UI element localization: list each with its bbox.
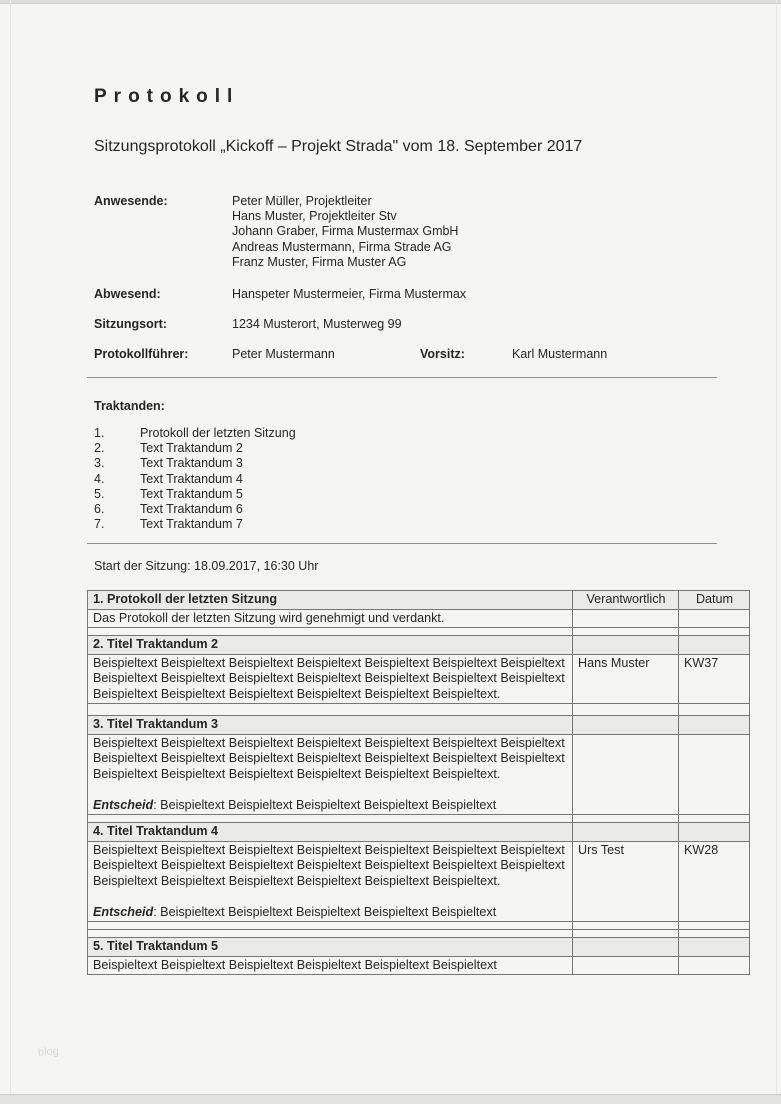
scan-edge-right xyxy=(776,0,777,1104)
traktanden-item xyxy=(94,441,296,456)
section-2-title: 2. Titel Traktandum 2 xyxy=(88,636,573,655)
item-text: Text Traktandum 6 xyxy=(140,502,243,517)
empty-cell xyxy=(679,636,750,655)
empty-cell xyxy=(573,938,679,957)
section-3-title-row xyxy=(88,716,750,735)
col-header-datum: Datum xyxy=(679,591,750,610)
item-number: 1. xyxy=(94,426,105,440)
table-header-row xyxy=(88,591,750,610)
anwesende-list xyxy=(232,194,458,270)
section-5-content-row xyxy=(88,956,750,975)
entscheid-label: Entscheid xyxy=(93,904,154,919)
abwesend-label: Abwesend: xyxy=(94,287,161,301)
col-header-verantwortlich: Verantwortlich xyxy=(573,591,679,610)
section-2-title-row xyxy=(88,636,750,655)
spacer-row xyxy=(88,930,750,938)
sitzungsort-value: 1234 Musterort, Musterweg 99 xyxy=(232,317,402,331)
entscheid-text: : Beispieltext Beispieltext Beispieltext Beispieltext Beispieltext xyxy=(153,904,497,919)
empty-cell xyxy=(679,823,750,842)
attendee: Hans Muster, Projektleiter Stv xyxy=(232,209,397,224)
attendee: Johann Graber, Firma Mustermax GmbH xyxy=(232,224,459,239)
section-5-title-row xyxy=(88,938,750,957)
section-4-verantwortlich: Urs Test xyxy=(573,841,679,922)
horizontal-rule-mid xyxy=(87,543,717,544)
section-4-content-row xyxy=(88,841,750,922)
empty-cell xyxy=(679,609,750,628)
section-5-body: Beispieltext Beispieltext Beispieltext Beispieltext Beispieltext Beispieltext xyxy=(88,956,573,975)
item-text: Text Traktandum 4 xyxy=(140,471,243,486)
item-number: 6. xyxy=(94,502,105,517)
horizontal-rule-top xyxy=(87,377,717,378)
section-4-body: Beispieltext Beispieltext Beispieltext Beispieltext Beispieltext Beispieltext Beispieltext Beispieltext Beispieltext Beispieltext Beispieltext Beispieltext Beispieltext Beispieltext Beispieltext Beispieltext Beispieltext Beispieltext Beispieltext Beispieltext. xyxy=(93,842,565,888)
section-3-content-row xyxy=(88,734,750,815)
section-4-title: 4. Titel Traktandum 4 xyxy=(88,823,573,842)
protokollfuehrer-value: Peter Mustermann xyxy=(232,347,335,361)
section-5-datum xyxy=(679,956,750,975)
spacer-row xyxy=(88,628,750,636)
section-3-verantwortlich xyxy=(573,734,679,815)
sitzungsort-label: Sitzungsort: xyxy=(94,317,167,331)
traktanden-label: Traktanden: xyxy=(94,399,165,413)
empty-cell xyxy=(573,636,679,655)
scan-edge-bottom xyxy=(0,1094,781,1104)
entscheid-label: Entscheid xyxy=(93,797,154,812)
meeting-start-line: Start der Sitzung: 18.09.2017, 16:30 Uhr xyxy=(94,559,319,573)
item-text: Text Traktandum 2 xyxy=(140,441,243,456)
scan-edge-left xyxy=(10,0,11,1104)
empty-cell xyxy=(679,938,750,957)
section-2-verantwortlich: Hans Muster xyxy=(573,654,679,704)
section-4-title-row xyxy=(88,823,750,842)
item-number: 2. xyxy=(94,441,105,456)
item-text: Text Traktandum 7 xyxy=(140,517,243,532)
vorsitz-value: Karl Mustermann xyxy=(512,347,608,361)
traktanden-item xyxy=(94,472,296,487)
item-number: 7. xyxy=(94,517,105,532)
protokollfuehrer-label: Protokollführer: xyxy=(94,347,189,361)
item-number: 5. xyxy=(94,486,105,501)
item-number: 3. xyxy=(94,456,105,471)
traktanden-item xyxy=(94,517,296,532)
traktanden-item xyxy=(94,426,296,441)
item-text: Protokoll der letzten Sitzung xyxy=(140,426,296,440)
section-3-datum xyxy=(679,734,750,815)
section-3-body: Beispieltext Beispieltext Beispieltext Beispieltext Beispieltext Beispieltext Beispieltext Beispieltext Beispieltext Beispieltext Beispieltext Beispieltext Beispieltext Beispieltext Beispieltext Beispieltext Beispieltext Beispieltext Beispieltext Beispieltext. xyxy=(93,735,565,781)
traktanden-item xyxy=(94,502,296,517)
spacer-row xyxy=(88,922,750,930)
item-number: 4. xyxy=(94,471,105,486)
table-row xyxy=(88,609,750,628)
vorsitz-label: Vorsitz: xyxy=(420,347,465,361)
anwesende-label: Anwesende: xyxy=(94,194,168,208)
section-4-entscheid xyxy=(93,905,568,921)
traktanden-item xyxy=(94,456,296,471)
section-4-datum: KW28 xyxy=(679,841,750,922)
section-2-body: Beispieltext Beispieltext Beispieltext Beispieltext Beispieltext Beispieltext Beispieltext Beispieltext Beispieltext Beispieltext Beispieltext Beispieltext Beispieltext Beispieltext Beispieltext Beispieltext Beispieltext Beispieltext Beispieltext Beispieltext. xyxy=(88,654,573,704)
spacer-row xyxy=(88,815,750,823)
section-3-body-cell xyxy=(88,734,573,815)
protocol-table xyxy=(87,590,750,975)
blog-watermark: blog xyxy=(37,1045,60,1059)
section-5-verantwortlich xyxy=(573,956,679,975)
section-4-body-cell xyxy=(88,841,573,922)
attendee: Peter Müller, Projektleiter xyxy=(232,194,372,208)
attendee: Franz Muster, Firma Muster AG xyxy=(232,254,407,269)
attendee: Andreas Mustermann, Firma Strade AG xyxy=(232,239,452,254)
approval-text-cell: Das Protokoll der letzten Sitzung wird genehmigt und verdankt. xyxy=(88,609,573,628)
empty-cell xyxy=(679,716,750,735)
traktanden-item xyxy=(94,487,296,502)
abwesend-value: Hanspeter Mustermeier, Firma Mustermax xyxy=(232,287,467,301)
empty-cell xyxy=(573,823,679,842)
spacer-row xyxy=(88,704,750,716)
document-title: Protokoll xyxy=(94,86,240,107)
section-3-entscheid xyxy=(93,798,568,814)
item-text: Text Traktandum 3 xyxy=(140,456,243,471)
item-text: Text Traktandum 5 xyxy=(140,486,243,501)
section-5-title: 5. Titel Traktandum 5 xyxy=(88,938,573,957)
section-1-title: 1. Protokoll der letzten Sitzung xyxy=(88,591,573,610)
traktanden-list xyxy=(94,426,296,532)
empty-cell xyxy=(573,609,679,628)
entscheid-text: : Beispieltext Beispieltext Beispieltext Beispieltext Beispieltext xyxy=(153,797,497,812)
scan-edge-top xyxy=(0,0,781,4)
section-2-content-row xyxy=(88,654,750,704)
section-2-datum: KW37 xyxy=(679,654,750,704)
empty-cell xyxy=(573,716,679,735)
section-3-title: 3. Titel Traktandum 3 xyxy=(88,716,573,735)
document-subtitle: Sitzungsprotokoll „Kickoff – Projekt Strada" vom 18. September 2017 xyxy=(94,138,583,155)
